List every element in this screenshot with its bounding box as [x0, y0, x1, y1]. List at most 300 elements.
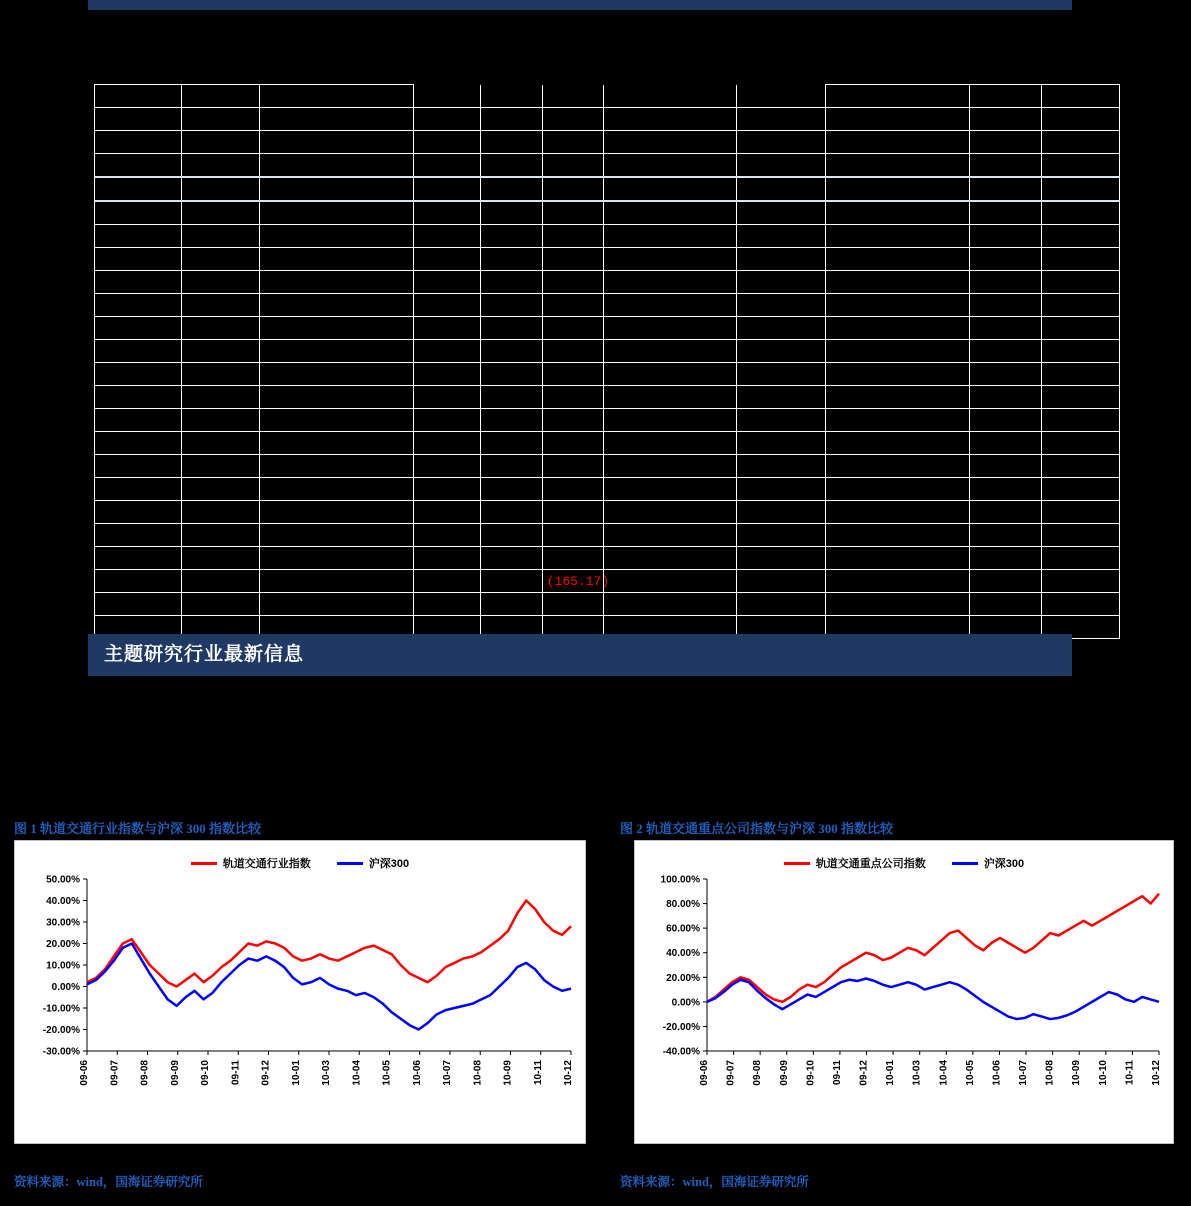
figure-1-title: 图 1 轨道交通行业指数与沪深 300 指数比较	[14, 821, 262, 836]
table-cell	[95, 85, 182, 108]
table-cell	[95, 201, 182, 225]
table-cell	[181, 271, 259, 294]
table-cell	[969, 455, 1041, 478]
table-cell	[414, 225, 481, 248]
table-cell	[259, 593, 414, 616]
legend-swatch-red	[191, 862, 217, 865]
table-cell	[414, 294, 481, 317]
table-cell	[604, 432, 737, 455]
table-row	[95, 386, 1120, 409]
table-cell	[95, 131, 182, 154]
table-cell	[414, 593, 481, 616]
svg-text:09-09: 09-09	[778, 1060, 790, 1086]
svg-text:10-08: 10-08	[472, 1060, 484, 1086]
table-row	[95, 85, 1120, 108]
table-cell	[542, 317, 603, 340]
svg-text:-20.00%: -20.00%	[662, 1021, 700, 1033]
table-cell	[542, 570, 610, 593]
table-cell	[181, 524, 259, 547]
table-cell	[181, 363, 259, 386]
table-cell	[414, 177, 481, 201]
table-cell	[736, 570, 825, 593]
table-cell	[969, 271, 1041, 294]
svg-text:09-07: 09-07	[725, 1060, 737, 1086]
table-cell	[181, 317, 259, 340]
svg-text:-40.00%: -40.00%	[662, 1046, 700, 1058]
table-cell	[414, 317, 481, 340]
legend-item	[191, 855, 311, 871]
table-cell	[181, 432, 259, 455]
table-cell	[604, 593, 737, 616]
table-cell	[259, 570, 414, 593]
table-cell	[1042, 271, 1120, 294]
table-cell	[414, 248, 481, 271]
table-cell	[259, 108, 414, 131]
table-cell	[181, 201, 259, 225]
table-cell	[736, 248, 825, 271]
table-cell	[259, 478, 414, 501]
table-cell	[736, 225, 825, 248]
table-cell	[181, 547, 259, 570]
table-cell	[604, 455, 737, 478]
table-row	[95, 340, 1120, 363]
table-cell	[95, 177, 182, 201]
table-cell	[604, 317, 737, 340]
table-cell	[181, 478, 259, 501]
table-cell	[95, 225, 182, 248]
table-cell	[969, 501, 1041, 524]
table-cell	[542, 524, 603, 547]
table-cell	[604, 85, 737, 108]
svg-text:09-11: 09-11	[230, 1060, 242, 1086]
svg-text:10-06: 10-06	[411, 1060, 423, 1086]
table-cell	[969, 524, 1041, 547]
table-cell	[969, 386, 1041, 409]
table-row	[95, 225, 1120, 248]
table-cell	[736, 271, 825, 294]
table-cell	[825, 271, 969, 294]
table-cell	[481, 154, 542, 178]
table-cell	[542, 294, 603, 317]
svg-text:09-07: 09-07	[109, 1060, 121, 1086]
table-cell	[736, 177, 825, 201]
table-row	[95, 271, 1120, 294]
table-cell	[825, 294, 969, 317]
table-cell	[414, 201, 481, 225]
svg-text:10-08: 10-08	[1044, 1060, 1056, 1086]
table-cell	[181, 570, 259, 593]
table-cell	[825, 524, 969, 547]
svg-text:09-10: 09-10	[805, 1060, 817, 1086]
table-cell	[542, 409, 603, 432]
table-cell	[259, 432, 414, 455]
table-cell	[181, 386, 259, 409]
table-cell	[95, 386, 182, 409]
table-cell	[181, 593, 259, 616]
table-cell	[259, 177, 414, 201]
table-cell	[414, 108, 481, 131]
table-cell	[259, 154, 414, 178]
table-cell	[825, 85, 969, 108]
legend-swatch-blue	[337, 862, 363, 865]
table-cell	[542, 85, 603, 108]
svg-text:10-12: 10-12	[563, 1060, 574, 1086]
legend-item	[952, 855, 1024, 871]
table-cell	[825, 340, 969, 363]
svg-text:0.00%: 0.00%	[671, 997, 700, 1009]
svg-text:40.00%: 40.00%	[46, 896, 80, 907]
table-cell	[181, 340, 259, 363]
svg-text:09-11: 09-11	[831, 1060, 843, 1086]
table-cell	[736, 501, 825, 524]
svg-text:10-03: 10-03	[911, 1060, 923, 1086]
svg-text:09-09: 09-09	[169, 1060, 181, 1086]
legend-label: 轨道交通行业指数	[222, 858, 311, 870]
svg-text:09-08: 09-08	[139, 1060, 151, 1086]
table-cell	[1042, 501, 1120, 524]
table-cell	[825, 108, 969, 131]
svg-text:10-09: 10-09	[502, 1060, 514, 1086]
table-cell	[736, 201, 825, 225]
table-cell	[542, 386, 603, 409]
table-cell	[95, 409, 182, 432]
svg-text:30.00%: 30.00%	[46, 917, 80, 929]
figure-2-source: 资料来源：wind，国海证券研究所	[620, 1175, 809, 1189]
svg-text:10-03: 10-03	[321, 1060, 332, 1086]
table-cell	[542, 455, 603, 478]
svg-text:60.00%: 60.00%	[666, 923, 700, 935]
table-cell	[481, 501, 542, 524]
table-cell	[825, 363, 969, 386]
table-cell	[542, 547, 603, 570]
table-cell	[825, 593, 969, 616]
table-row	[95, 363, 1120, 386]
table-cell	[95, 501, 182, 524]
table-cell	[604, 177, 737, 201]
table-row	[95, 108, 1120, 131]
svg-text:10-04: 10-04	[351, 1060, 363, 1086]
svg-text:10-05: 10-05	[381, 1060, 393, 1086]
svg-text:09-08: 09-08	[752, 1060, 764, 1086]
svg-text:10-07: 10-07	[442, 1060, 453, 1086]
table-row	[95, 455, 1120, 478]
table-cell	[1042, 455, 1120, 478]
svg-text:80.00%: 80.00%	[666, 899, 700, 911]
table-cell	[542, 340, 603, 363]
table-cell	[1042, 547, 1120, 570]
table-cell	[1042, 478, 1120, 501]
table-row	[95, 478, 1120, 501]
table-cell	[969, 201, 1041, 225]
table-cell	[1042, 386, 1120, 409]
legend-swatch-blue	[952, 862, 978, 865]
svg-text:100.00%: 100.00%	[660, 874, 700, 886]
table-cell	[1042, 593, 1120, 616]
table-cell	[736, 317, 825, 340]
svg-text:10-12: 10-12	[1151, 1060, 1162, 1086]
table-cell	[95, 593, 182, 616]
table-cell	[1042, 317, 1120, 340]
table-row	[95, 409, 1120, 432]
table-cell	[736, 409, 825, 432]
table-cell	[736, 131, 825, 154]
table-cell	[736, 455, 825, 478]
table-cell	[259, 501, 414, 524]
table-cell	[95, 547, 182, 570]
table-cell	[414, 547, 481, 570]
table-cell	[969, 177, 1041, 201]
table-cell	[259, 294, 414, 317]
table-cell	[95, 248, 182, 271]
figure-1-source: 资料来源：wind，国海证券研究所	[14, 1175, 203, 1189]
svg-text:09-12: 09-12	[858, 1060, 870, 1086]
table-cell	[542, 271, 603, 294]
table-cell	[542, 177, 603, 201]
table-cell	[259, 524, 414, 547]
table-cell	[736, 108, 825, 131]
table-row	[95, 248, 1120, 271]
table-cell	[825, 248, 969, 271]
table-cell	[95, 570, 182, 593]
table-cell	[542, 201, 603, 225]
svg-text:09-12: 09-12	[260, 1060, 272, 1086]
table-row	[95, 524, 1120, 547]
table-cell	[825, 317, 969, 340]
table-cell	[542, 432, 603, 455]
table-cell	[95, 340, 182, 363]
figure-2-title: 图 2 轨道交通重点公司指数与沪深 300 指数比较	[620, 821, 894, 836]
table-cell	[542, 478, 603, 501]
chart-2	[634, 840, 1174, 1144]
table-cell	[259, 386, 414, 409]
table-cell	[181, 409, 259, 432]
table-cell	[1042, 570, 1120, 593]
svg-text:40.00%: 40.00%	[666, 948, 700, 960]
table-cell	[481, 271, 542, 294]
table-cell	[969, 108, 1041, 131]
table-cell	[181, 294, 259, 317]
table-cell	[481, 386, 542, 409]
table-cell	[1042, 294, 1120, 317]
table-cell	[95, 294, 182, 317]
table-cell	[542, 225, 603, 248]
svg-text:10-05: 10-05	[964, 1060, 976, 1086]
table-grid	[94, 84, 1120, 639]
legend-swatch-red	[784, 862, 810, 865]
table-cell	[259, 201, 414, 225]
legend-label: 沪深300	[983, 858, 1025, 870]
table-cell	[825, 501, 969, 524]
table-cell	[825, 386, 969, 409]
table-cell	[825, 177, 969, 201]
legend-item	[784, 855, 926, 871]
table-cell	[825, 478, 969, 501]
table-cell	[542, 593, 603, 616]
table-cell	[604, 201, 737, 225]
table-cell	[481, 340, 542, 363]
table-cell	[1042, 363, 1120, 386]
table-cell	[259, 409, 414, 432]
table-cell	[736, 363, 825, 386]
table-row	[95, 547, 1120, 570]
table-cell	[604, 131, 737, 154]
svg-text:09-10: 09-10	[200, 1060, 211, 1086]
table-cell	[604, 570, 737, 593]
table-cell	[736, 340, 825, 363]
table-cell	[95, 524, 182, 547]
table-cell	[736, 386, 825, 409]
table-cell	[1042, 154, 1120, 178]
svg-text:-30.00%: -30.00%	[42, 1046, 80, 1058]
svg-text:10-09: 10-09	[1071, 1060, 1083, 1086]
table-cell	[825, 154, 969, 178]
table-cell	[604, 294, 737, 317]
table-cell	[414, 85, 481, 108]
table-cell	[825, 432, 969, 455]
table-row	[95, 154, 1120, 178]
table-cell	[414, 271, 481, 294]
chart-1-plot	[15, 871, 585, 1109]
table-cell	[259, 225, 414, 248]
table-cell	[969, 547, 1041, 570]
table-cell	[736, 85, 825, 108]
table-cell	[181, 154, 259, 178]
table-cell	[181, 225, 259, 248]
table-cell	[604, 501, 737, 524]
top-banner	[88, 0, 1072, 10]
table-cell	[604, 154, 737, 178]
table-cell	[481, 432, 542, 455]
table-cell	[604, 547, 737, 570]
table-cell	[95, 271, 182, 294]
svg-text:09-06: 09-06	[79, 1060, 90, 1086]
table-cell	[181, 455, 259, 478]
table-cell	[969, 363, 1041, 386]
table-cell	[414, 340, 481, 363]
table-cell	[259, 85, 414, 108]
legend-label: 轨道交通重点公司指数	[815, 858, 926, 870]
svg-text:10-04: 10-04	[938, 1060, 950, 1086]
svg-text:20.00%: 20.00%	[46, 939, 80, 950]
table-cell	[969, 593, 1041, 616]
svg-text:09-06: 09-06	[699, 1060, 710, 1086]
table-row	[95, 501, 1120, 524]
table-cell	[481, 547, 542, 570]
table-cell	[181, 501, 259, 524]
table-cell	[259, 271, 414, 294]
table-cell	[414, 154, 481, 178]
legend-item	[337, 855, 409, 871]
table-cell	[481, 201, 542, 225]
table-cell	[259, 547, 414, 570]
table-cell	[95, 154, 182, 178]
table-cell	[95, 455, 182, 478]
table-row	[95, 131, 1120, 154]
table-cell	[481, 363, 542, 386]
table-cell	[1042, 85, 1120, 108]
table-cell	[604, 478, 737, 501]
table-cell	[969, 294, 1041, 317]
table-cell	[481, 317, 542, 340]
table-cell	[1042, 524, 1120, 547]
table-cell	[481, 108, 542, 131]
table-cell	[481, 593, 542, 616]
table-cell	[604, 271, 737, 294]
svg-text:10-11: 10-11	[1124, 1060, 1136, 1086]
table-cell	[1042, 108, 1120, 131]
table-cell	[969, 432, 1041, 455]
table-cell	[414, 386, 481, 409]
chart-2-legend	[635, 841, 1173, 871]
table-cell	[736, 478, 825, 501]
table-cell	[969, 570, 1041, 593]
table-cell	[736, 593, 825, 616]
table-cell	[481, 409, 542, 432]
table-cell	[1042, 432, 1120, 455]
table-cell	[414, 131, 481, 154]
svg-text:-10.00%: -10.00%	[42, 1003, 80, 1015]
svg-text:10-10: 10-10	[1097, 1060, 1109, 1086]
table-cell	[259, 363, 414, 386]
table-cell	[1042, 248, 1120, 271]
table-cell	[604, 248, 737, 271]
table-cell	[1042, 131, 1120, 154]
table-cell	[825, 547, 969, 570]
table-cell	[542, 248, 603, 271]
table-cell	[481, 570, 542, 593]
table-row	[95, 432, 1120, 455]
table-cell	[825, 409, 969, 432]
table-cell	[259, 131, 414, 154]
table-cell	[969, 340, 1041, 363]
table-cell	[1042, 177, 1120, 201]
table-row	[95, 201, 1120, 225]
table-cell	[542, 501, 603, 524]
data-table	[94, 84, 1120, 605]
table-cell	[481, 248, 542, 271]
svg-text:50.00%: 50.00%	[46, 874, 80, 886]
table-cell	[1042, 225, 1120, 248]
table-cell	[604, 225, 737, 248]
table-cell	[95, 363, 182, 386]
table-cell	[825, 455, 969, 478]
table-cell	[604, 340, 737, 363]
table-cell	[1042, 340, 1120, 363]
svg-text:10-06: 10-06	[991, 1060, 1003, 1086]
table-cell	[481, 177, 542, 201]
table-cell	[181, 131, 259, 154]
table-cell	[481, 85, 542, 108]
table-cell	[259, 317, 414, 340]
table-cell	[604, 409, 737, 432]
table-cell	[481, 225, 542, 248]
table-cell	[736, 432, 825, 455]
table-cell	[969, 317, 1041, 340]
table-cell	[969, 154, 1041, 178]
table-cell	[736, 154, 825, 178]
table-cell	[259, 340, 414, 363]
table-cell	[736, 294, 825, 317]
table-cell	[181, 85, 259, 108]
table-cell	[969, 248, 1041, 271]
table-cell	[414, 570, 481, 593]
table-cell	[969, 409, 1041, 432]
table-cell	[95, 108, 182, 131]
svg-text:10-01: 10-01	[290, 1060, 302, 1086]
table-cell	[604, 524, 737, 547]
svg-text:20.00%: 20.00%	[666, 972, 700, 984]
table-cell	[414, 432, 481, 455]
